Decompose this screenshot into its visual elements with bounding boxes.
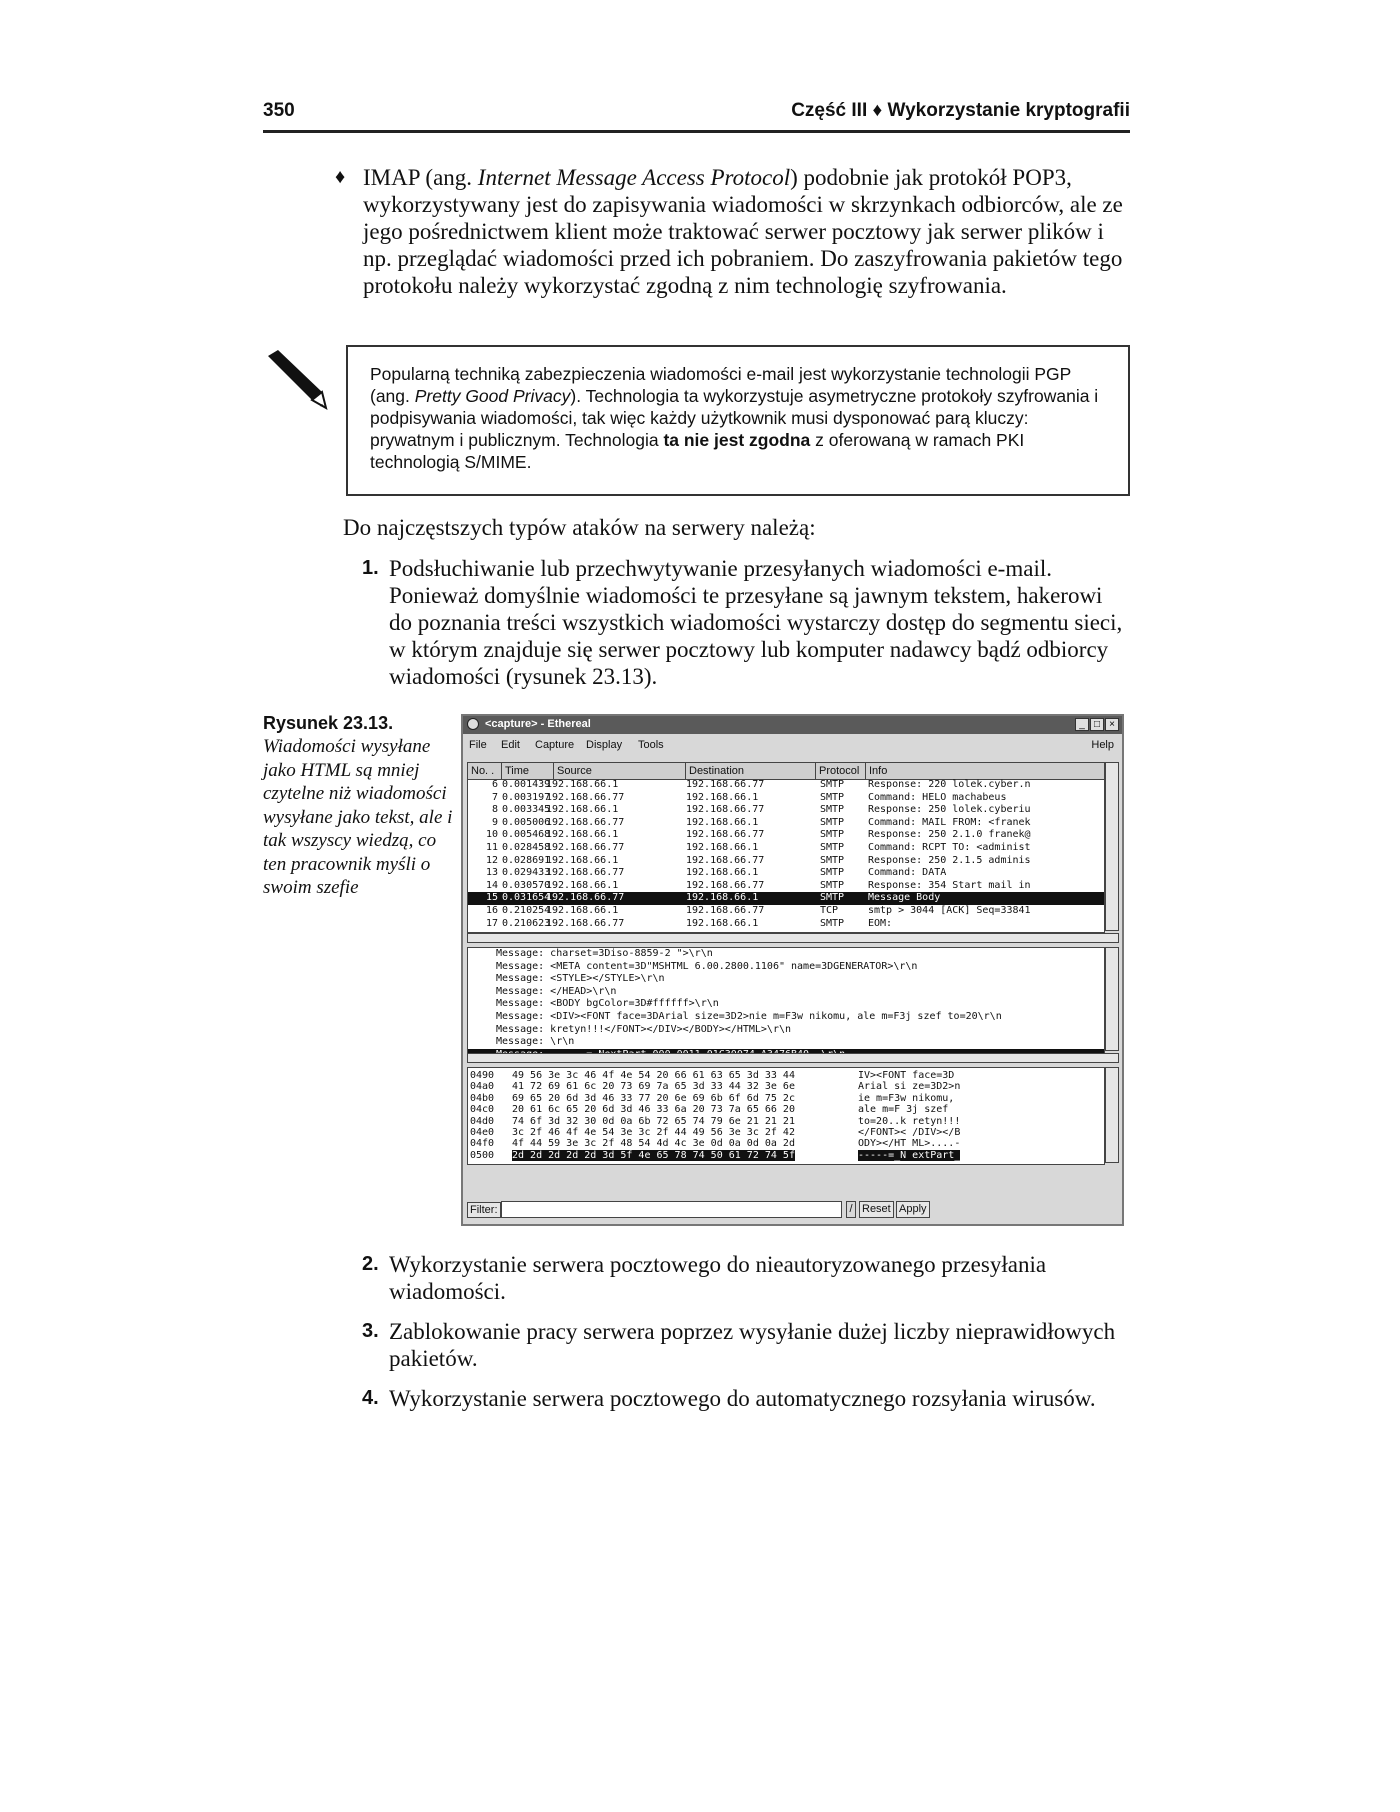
filter-button[interactable]: Filter: [467, 1202, 501, 1218]
hex-bytes: 49 56 3e 3c 46 4f 4e 54 20 66 61 63 65 3d 33 44 [512, 1070, 795, 1081]
menu-file[interactable]: File [469, 739, 487, 751]
figure-caption: Wiadomości wysyłane jako HTML są mniej czytelne niż wiadomości wysyłane jako tekst, ale i tak wszyscy wiedzą, co ten pracownik myśli o swoim szefie [263, 736, 453, 898]
hex-bytes: 3c 2f 46 4f 4e 54 3e 3c 2f 44 49 56 3e 3c 2f 42 [512, 1127, 795, 1138]
hex-off: 04a0 [470, 1081, 495, 1093]
imap-label: IMAP (ang. [363, 165, 478, 190]
running-header [263, 96, 1130, 133]
packet-cell-proto: SMTP [820, 854, 845, 866]
packet-detail-pane [467, 947, 1105, 1053]
packet-row[interactable] [468, 817, 1104, 830]
filter-input[interactable] [501, 1201, 842, 1218]
ethereal-window [461, 714, 1124, 1226]
packet-cell-no: 12 [485, 854, 498, 866]
hex-ascii: ODY></HT ML>....- [858, 1138, 961, 1150]
packet-cell-src: 192.168.66.77 [546, 917, 625, 929]
hex-bytes: 69 65 20 6d 3d 46 33 77 20 6e 69 6b 6f 6d 75 2c [512, 1092, 795, 1104]
packet-cell-time: 0.210623 [502, 917, 551, 929]
packet-cell-info: Response: 250 2.1.5 adminis [868, 854, 1031, 866]
packet-cell-dst: 192.168.66.1 [686, 867, 759, 879]
hex-ascii: IV><FONT face=3D [858, 1070, 955, 1081]
packet-cell-info: Command: DATA [868, 867, 947, 879]
hex-row [468, 1127, 1104, 1138]
packet-list-scrollbar[interactable] [1105, 762, 1119, 931]
hex-ascii: to=20..k retyn!!! [858, 1115, 961, 1127]
minimize-button[interactable]: _ [1075, 718, 1089, 731]
packet-cell-time: 0.210254 [502, 905, 551, 916]
list-text: Wykorzystanie serwera pocztowego do nieautoryzowanego przesyłania wiadomości. [389, 1252, 1047, 1304]
list-number: 4. [362, 1387, 379, 1409]
attacks-intro: Do najczęstszych typów ataków na serwery należą: [343, 515, 816, 540]
ethereal-app-icon [467, 718, 479, 730]
packet-cell-time: 0.029433 [502, 867, 551, 879]
hex-bytes: 2d 2d 2d 2d 2d 3d 5f 4e 65 78 74 50 61 72 74 5f [512, 1149, 795, 1161]
detail-line[interactable]: Message: </HEAD>\r\n [496, 985, 617, 997]
apply-button[interactable]: Apply [896, 1201, 930, 1218]
packet-cell-proto: TCP [820, 905, 839, 916]
column-header-protocol[interactable]: Protocol [816, 763, 866, 779]
packet-row[interactable] [468, 855, 1104, 868]
close-button[interactable]: × [1105, 718, 1119, 731]
hex-off: 04f0 [470, 1138, 495, 1150]
column-header-destination[interactable]: Destination [686, 763, 816, 779]
hex-dump-pane [467, 1067, 1105, 1165]
figure-label: Rysunek 23.13. [263, 713, 394, 733]
packet-cell-info: Response: 354 Start mail in [868, 879, 1031, 891]
packet-cell-time: 0.001439 [502, 779, 551, 790]
column-header-no[interactable]: No. . [468, 763, 502, 779]
hex-row [468, 1116, 1104, 1127]
packet-cell-no: 6 [491, 779, 498, 790]
hex-off: 0490 [470, 1070, 495, 1081]
note-text [370, 363, 1110, 473]
detail-line[interactable]: Message: <STYLE></STYLE>\r\n [496, 973, 665, 985]
packet-cell-no: 10 [485, 829, 498, 841]
menu-help[interactable]: Help [1091, 739, 1114, 751]
hex-row [468, 1093, 1104, 1104]
packet-cell-src: 192.168.66.1 [546, 804, 619, 816]
packet-cell-no: 11 [485, 842, 498, 853]
column-header-source[interactable]: Source [554, 763, 686, 779]
packet-cell-src: 192.168.66.1 [546, 829, 619, 841]
packet-cell-proto: SMTP [820, 829, 845, 841]
hex-bytes: 41 72 69 61 6c 20 73 69 7a 65 3d 33 44 32 3e 6e [512, 1081, 795, 1093]
packet-cell-proto: SMTP [820, 779, 845, 790]
hex-row [468, 1104, 1104, 1115]
packet-cell-proto: SMTP [820, 879, 845, 891]
note-bold-text: ta nie jest zgodna [663, 430, 811, 450]
hex-off: 04d0 [470, 1115, 495, 1127]
packet-list-hscrollbar[interactable] [467, 933, 1119, 943]
packet-row[interactable] [468, 779, 1104, 792]
packet-cell-proto: SMTP [820, 917, 845, 929]
reset-button[interactable]: Reset [859, 1201, 894, 1218]
packet-cell-proto: SMTP [820, 791, 845, 803]
packet-cell-time: 0.003197 [502, 791, 551, 803]
imap-text: ) podobnie jak protokół POP3, wykorzystywany jest do zapisywania wiadomości w skrzynkach odbiorców, ale ze jego pośrednictwem klient może traktować serwer pocztowy jak serwer plików i np. przeglądać wiadomości przed ich pobraniem. Do zaszyfrowania pakietów tego protokołu należy wykorzystać zgodną z nim technologię szyfrowania. [363, 165, 1123, 298]
packet-cell-time: 0.028458 [502, 842, 551, 853]
packet-cell-src: 192.168.66.77 [546, 791, 625, 803]
packet-cell-src: 192.168.66.1 [546, 779, 619, 790]
packet-list-header [468, 763, 1104, 780]
packet-cell-info: Command: RCPT TO: <administ [868, 842, 1031, 853]
column-header-info[interactable]: Info [869, 765, 888, 777]
packet-row[interactable] [468, 867, 1104, 880]
packet-cell-dst: 192.168.66.1 [686, 816, 759, 828]
packet-cell-info: Message Body [868, 892, 941, 904]
hex-bytes: 20 61 6c 65 20 6d 3d 46 33 6a 20 73 7a 65 66 20 [512, 1104, 795, 1116]
packet-cell-no: 14 [485, 879, 498, 891]
packet-cell-no: 7 [491, 791, 498, 803]
window-title: <capture> - Ethereal [485, 718, 591, 730]
packet-list [467, 762, 1105, 933]
packet-cell-no: 8 [491, 804, 498, 816]
packet-row[interactable] [468, 842, 1104, 855]
packet-cell-time: 0.003345 [502, 804, 551, 816]
chapter-title: Część III ♦ Wykorzystanie kryptografii [791, 100, 1130, 121]
detail-line[interactable]: Message: \r\n [496, 1036, 575, 1048]
menu-tools[interactable]: Tools [638, 739, 664, 751]
list-text: Wykorzystanie serwera pocztowego do automatycznego rozsyłania wirusów. [389, 1386, 1096, 1411]
list-item [362, 1251, 1124, 1305]
column-header-time[interactable]: Time [502, 763, 554, 779]
packet-cell-no: 9 [491, 816, 498, 828]
hex-row [468, 1150, 1104, 1161]
hex-ascii: </FONT>< /DIV></B [858, 1127, 961, 1138]
detail-line[interactable]: Message: <BODY bgColor=3D#ffffff>\r\n [496, 998, 719, 1010]
note-pgp-term: Pretty Good Privacy [414, 386, 571, 406]
packet-cell-no: 15 [485, 892, 498, 904]
filter-bar [463, 1199, 1122, 1224]
list-item [362, 555, 1124, 690]
hex-off: 04b0 [470, 1092, 495, 1104]
hex-ascii: -----=_N extPart_ [858, 1149, 961, 1161]
packet-cell-info: Response: 220 lolek.cyber.n [868, 779, 1031, 790]
menu-bar [463, 734, 1122, 756]
menu-edit[interactable]: Edit [501, 739, 520, 751]
packet-cell-src: 192.168.66.1 [546, 854, 619, 866]
packet-cell-src: 192.168.66.1 [546, 879, 619, 891]
maximize-button[interactable]: □ [1090, 718, 1104, 731]
packet-cell-proto: SMTP [820, 842, 845, 853]
hex-ascii: ale m=F 3j szef [858, 1104, 949, 1116]
hex-row [468, 1070, 1104, 1081]
packet-cell-dst: 192.168.66.1 [686, 892, 759, 904]
packet-cell-no: 17 [485, 917, 498, 929]
packet-cell-dst: 192.168.66.77 [686, 779, 765, 790]
packet-cell-dst: 192.168.66.77 [686, 854, 765, 866]
packet-cell-src: 192.168.66.77 [546, 842, 625, 853]
packet-cell-time: 0.030570 [502, 879, 551, 891]
packet-cell-info: Response: 250 2.1.0 franek@ [868, 829, 1031, 841]
list-number: 1. [362, 557, 379, 579]
page-number: 350 [263, 100, 295, 121]
packet-cell-proto: SMTP [820, 804, 845, 816]
packet-cell-src: 192.168.66.77 [546, 816, 625, 828]
list-number: 2. [362, 1253, 379, 1275]
hex-ascii: Arial si ze=3D2>n [858, 1081, 961, 1093]
hex-bytes: 74 6f 3d 32 30 0d 0a 6b 72 65 74 79 6e 21 21 21 [512, 1115, 795, 1127]
list-number: 3. [362, 1320, 379, 1342]
packet-cell-src: 192.168.66.77 [546, 892, 625, 904]
detail-line[interactable]: Message: <META content=3D"MSHTML 6.00.2800.1106" name=3DGENERATOR>\r\n [496, 960, 918, 972]
list-item [362, 1385, 1124, 1412]
imap-term: Internet Message Access Protocol [477, 165, 791, 190]
packet-cell-src: 192.168.66.77 [546, 867, 625, 879]
detail-line[interactable]: Message: kretyn!!!</FONT></DIV></BODY></HTML>\r\n [496, 1023, 792, 1035]
list-item [362, 1318, 1124, 1372]
filter-clear-button[interactable]: / [846, 1201, 856, 1218]
packet-cell-dst: 192.168.66.77 [686, 905, 765, 916]
list-text: Podsłuchiwanie lub przechwytywanie przesyłanych wiadomości e-mail. Ponieważ domyślnie wiadomości te przesyłane są jawnym tekstem, hakerowi do poznania treści wszystkich wiadomości wystarczy dostęp do segmentu sieci, w którym znajduje się serwer pocztowy lub komputer nadawcy bądź odbiorcy wiadomości (rysunek 23.13). [389, 556, 1123, 689]
packet-cell-dst: 192.168.66.1 [686, 917, 759, 929]
packet-cell-time: 0.005468 [502, 829, 551, 841]
packet-cell-dst: 192.168.66.77 [686, 879, 765, 891]
title-bar [463, 716, 1122, 734]
detail-scrollbar[interactable] [1105, 947, 1119, 1051]
packet-cell-proto: SMTP [820, 892, 845, 904]
packet-row[interactable] [468, 829, 1104, 842]
packet-row[interactable] [468, 918, 1104, 931]
packet-cell-dst: 192.168.66.1 [686, 842, 759, 853]
packet-cell-time: 0.005006 [502, 816, 551, 828]
packet-cell-no: 13 [485, 867, 498, 879]
packet-row[interactable] [468, 880, 1104, 893]
packet-cell-info: EOM: [868, 917, 893, 929]
packet-row[interactable] [468, 905, 1104, 918]
detail-line[interactable]: Message: <DIV><FONT face=3DArial size=3D2>nie m=F3w nikomu, ale m=F3j szef to=20\r\n [496, 1011, 1002, 1022]
hex-row [468, 1138, 1104, 1149]
packet-cell-dst: 192.168.66.77 [686, 804, 765, 816]
note-box [346, 345, 1130, 496]
menu-display[interactable]: Display [586, 739, 623, 751]
hex-bytes: 4f 44 59 3e 3c 2f 48 54 4d 4c 3e 0d 0a 0d 0a 2d [512, 1138, 795, 1150]
note-text-part: Popularną techniką zabezpieczenia wiadomości e-mail jest wykorzystanie technologii PGP (ang. [370, 364, 1072, 406]
hex-off: 04e0 [470, 1127, 495, 1138]
pencil-icon [264, 350, 334, 412]
packet-cell-no: 16 [485, 905, 498, 916]
packet-cell-info: Response: 250 lolek.cyberiu [868, 804, 1031, 816]
packet-row[interactable] [468, 792, 1104, 805]
packet-cell-info: smtp > 3044 [ACK] Seq=33841 [868, 905, 1031, 916]
note-text-part: ). Technologia ta wykorzystuje asymetryczne protokoły szyfrowania i podpisywania wiadomości, tak więc każdy użytkownik musi dysponować parą kluczy: prywatnym i publicznym. Technologia [370, 386, 1099, 450]
diamond-bullet-icon: ♦ [335, 166, 346, 188]
packet-cell-time: 0.028691 [502, 854, 551, 866]
packet-cell-proto: SMTP [820, 867, 845, 879]
list-text: Zablokowanie pracy serwera poprzez wysyłanie dużej liczby nieprawidłowych pakietów. [389, 1319, 1116, 1371]
hex-ascii: ie m=F3w nikomu, [858, 1092, 955, 1104]
hex-row [468, 1081, 1104, 1092]
detail-hscrollbar[interactable] [467, 1053, 1119, 1063]
packet-cell-src: 192.168.66.1 [546, 905, 619, 916]
packet-row[interactable] [468, 892, 1104, 905]
packet-row[interactable] [468, 804, 1104, 817]
detail-line[interactable]: Message: charset=3Diso-8859-2 ">\r\n [496, 948, 713, 959]
note-text-part: z oferowaną w ramach PKI technologią S/MIME. [370, 430, 1025, 472]
hex-scrollbar[interactable] [1105, 1067, 1119, 1163]
packet-cell-time: 0.031654 [502, 892, 551, 904]
packet-cell-info: Command: HELO machabeus [868, 791, 1007, 803]
packet-cell-dst: 192.168.66.1 [686, 791, 759, 803]
menu-capture[interactable]: Capture [535, 739, 575, 751]
packet-cell-dst: 192.168.66.77 [686, 829, 765, 841]
hex-off: 0500 [470, 1149, 495, 1161]
packet-cell-proto: SMTP [820, 816, 845, 828]
imap-bullet-item [335, 164, 1123, 299]
hex-off: 04c0 [470, 1104, 495, 1116]
packet-cell-info: Command: MAIL FROM: <franek [868, 816, 1031, 828]
